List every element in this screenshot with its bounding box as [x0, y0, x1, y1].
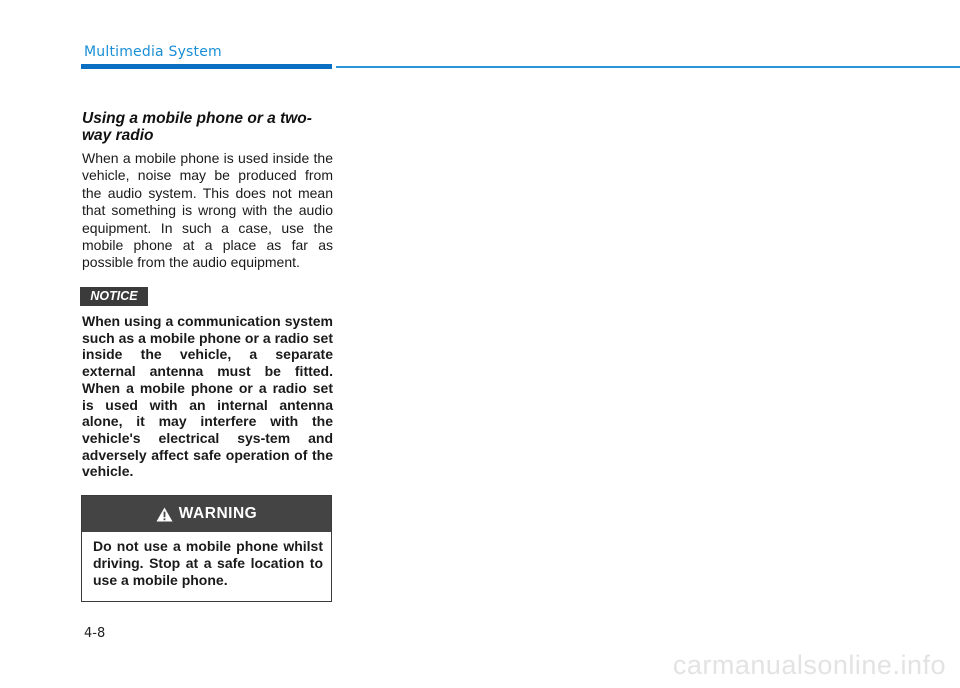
notice-text: When using a communication system such as a mobile phone or a radio set inside the vehicle, a separate external antenna must be fitted. When a mobile phone or a radio set is used with an internal antenna alone, it may interfere with the vehicle's electrical sys-tem and adversely affect safe operation of the vehicle.: [82, 313, 333, 480]
section-body-text: When a mobile phone is used inside the vehicle, noise may be produced from the audio system. This does not mean that something is wrong with the audio equipment. In such a case, use the mobile phone at a place as far as possible from the audio equipment.: [82, 150, 333, 271]
warning-title: WARNING: [178, 505, 258, 522]
header-rule-thick: [81, 64, 332, 69]
section-header-title: Multimedia System: [84, 44, 222, 60]
warning-text: Do not use a mobile phone whilst driving. Stop at a safe location to use a mobile phone.: [93, 538, 323, 588]
notice-badge: NOTICE: [80, 287, 148, 306]
warning-triangle-icon: [156, 507, 173, 522]
warning-header: [82, 496, 331, 532]
header-rule-thin: [336, 66, 960, 68]
watermark: carmanualsonline.info: [672, 650, 946, 680]
section-heading: Using a mobile phone or a two-way radio: [82, 110, 312, 144]
page-number: 4-8: [84, 626, 106, 641]
warning-box: [81, 495, 332, 602]
